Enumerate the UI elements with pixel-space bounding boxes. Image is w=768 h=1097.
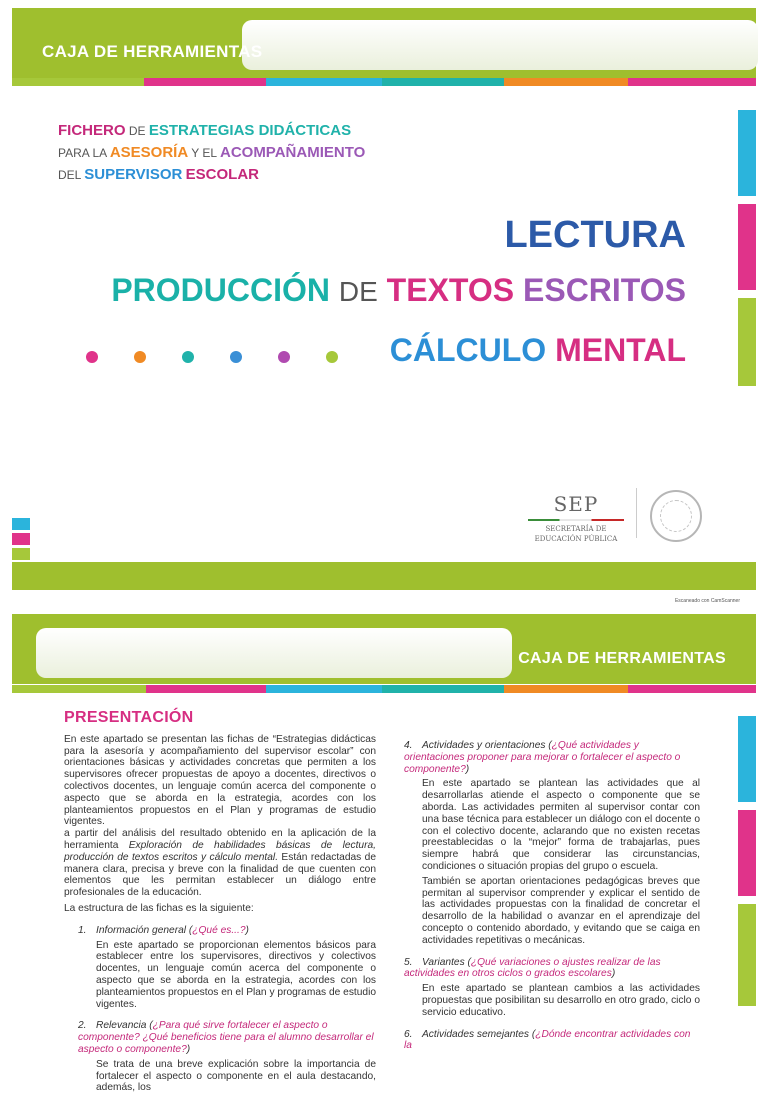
fichero-line [58, 142, 365, 164]
right-column [404, 740, 700, 1055]
word-mental: MENTAL [555, 332, 686, 368]
fichero-word: DEL [58, 168, 85, 182]
title-lectura: LECTURA [504, 214, 686, 256]
item-body: En este apartado se proporcionan elementos básicos para establecer entre los supervisores, directivos y colectivos docentes, un lenguaje común acerca del componente o aspecto que se aborda en la estrategia, acordes con los planteamientos propuestos en el Plan y programas de estudio vigentes. [96, 939, 376, 1010]
sep-logo [528, 492, 624, 544]
presentation-page [0, 608, 768, 1094]
left-column [64, 709, 376, 1097]
word-de: DE [338, 276, 378, 307]
intro-paragraph: En este apartado se presentan las fichas de “Estrategias didácticas para la asesoría y acompañamiento del supervisor escolar” con orientaciones básicas y actividades concretas que permiten a los supervisores ofrecer propuestas de apoyo a docentes, directivos o colectivos docentes, un lenguaje común acerca del componente o aspecto que se aborda en la estrategia, acordes con los planteamientos propuestos en el Plan y programas de estudio vigentes. [64, 733, 376, 828]
intro-paragraph-2: a partir del análisis del resultado obtenido en la aplicación de la herramienta Exploración de habilidades básicas de lectura, producción de textos escritos y cálculo mental. Están redactadas de manera clara, precisa y breve con la finalidad de que cuenten con elementos que les permitan establecer un diálogo entre profesionales de la educación. [64, 828, 376, 899]
item-heading: 4. Actividades y orientaciones (¿Qué actividades y orientaciones proponer para mejorar o fortalecer el aspecto o componente?) [404, 740, 681, 775]
decorative-dot [182, 351, 194, 363]
estructura-line: La estructura de las fichas es la siguiente: [64, 902, 254, 914]
structure-item [404, 1029, 700, 1053]
items-right [404, 740, 700, 1052]
item-body: Se trata de una breve explicación sobre la importancia de fortalecer el aspecto o componente en el aula destacando, además, los [96, 1058, 376, 1094]
banner-tab-2 [36, 628, 512, 678]
fichero-word: Y EL [188, 146, 220, 160]
structure-item [78, 1020, 376, 1094]
fichero-word: FICHERO [58, 122, 126, 139]
fichero-word: ASESORÍA [109, 144, 189, 161]
fichero-line [58, 120, 365, 142]
logo-divider [636, 488, 637, 538]
structure-item [404, 957, 700, 1019]
fichero-word: DE [125, 124, 149, 138]
word-produccion: PRODUCCIÓN [111, 272, 330, 308]
word-textos: TEXTOS [386, 272, 515, 308]
word-escritos: ESCRITOS [523, 272, 686, 308]
structure-item [404, 740, 700, 947]
title-produccion [111, 272, 686, 309]
national-seal-icon [650, 490, 702, 542]
presentacion-title: PRESENTACIÓN [64, 709, 194, 726]
decorative-dot [134, 351, 146, 363]
decorative-dot [230, 351, 242, 363]
item-body: En este apartado se plantean las actividades que al desarrollarlas atiende el aspecto o componente que se aborda. Las actividades permiten al supervisor contar con una base técnica para establecer un diálogo con el docente o con el colectivo docente, aclarando que no existen recetas preestablecidas o la “mejor” forma de trabajarlas, pues siempre habrá que considerar las circunstancias, condiciones o situación propias del grupo o escuela. También se aportan orientaciones pedagógicas breves que permitan al supervisor comprender y explicar el sentido de las actividades propuestas con la finalidad de concretar el desarrollo de la habilidad o avanzar en el aprendizaje del concepto o contenido abordado, y evitando que se caiga en actividades repetitivas o mecánicas. [422, 778, 700, 946]
sep-wordmark: SEP [553, 492, 599, 516]
word-calculo: CÁLCULO [389, 332, 547, 368]
banner-tab [242, 20, 758, 70]
top-banner [12, 8, 756, 78]
title-calculo [390, 332, 686, 369]
fichero-word: ESTRATEGIAS DIDÁCTICAS [148, 122, 352, 139]
item-heading: 5. Variantes (¿Qué variaciones o ajustes realizar de las actividades en otros ciclos o grados escolares) [404, 956, 661, 980]
banner-title: CAJA DE HERRAMIENTAS [42, 42, 263, 61]
item-body: En este apartado se plantean cambios a las actividades propuestas que posibilitan su desarrollo en otro grado, ciclo o servicio educativo. [422, 983, 700, 1018]
scan-note: Escaneado con CamScanner [674, 598, 740, 604]
fichero-line [58, 164, 365, 186]
decorative-dot [326, 351, 338, 363]
fichero-word: SUPERVISOR [84, 166, 183, 183]
decorative-dot [278, 351, 290, 363]
structure-item [78, 925, 376, 1011]
sep-sub1: SECRETARÍA DE [545, 525, 607, 533]
decorative-dot [86, 351, 98, 363]
fichero-word: ESCOLAR [185, 166, 260, 183]
item-heading: 2. Relevancia (¿Para qué sirve fortalecer el aspecto o componente? ¿Qué beneficios tiene para el alumno desarrollar el aspecto o componente?) [78, 1020, 374, 1055]
item-heading: 6. Actividades semejantes (¿Dónde encontrar actividades con la [404, 1028, 691, 1052]
item-heading: 1. Información general (¿Qué es...?) [78, 924, 249, 936]
items-left [78, 925, 376, 1094]
sep-sub2: EDUCACIÓN PÚBLICA [534, 535, 618, 543]
fichero-word: ACOMPAÑAMIENTO [219, 144, 366, 161]
fichero-heading [58, 120, 365, 186]
top-banner-2 [12, 614, 756, 684]
banner-title-2: CAJA DE HERRAMIENTAS [518, 650, 726, 667]
fichero-word: PARA LA [58, 146, 110, 160]
